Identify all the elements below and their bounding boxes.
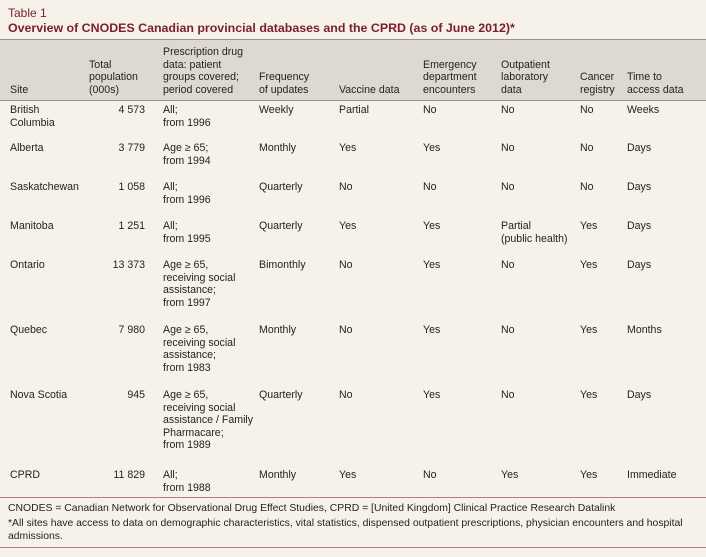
cell-line: Age ≥ 65; bbox=[163, 142, 209, 154]
cell-vaccine bbox=[339, 181, 409, 194]
cell-line: British bbox=[10, 104, 40, 116]
cell-line: CPRD bbox=[10, 469, 41, 481]
cell-line: Partial bbox=[339, 104, 370, 116]
cell-line: Days bbox=[627, 142, 652, 154]
cell-line: Days bbox=[627, 259, 652, 271]
cell-line: No bbox=[501, 389, 515, 401]
cell-line: from 1994 bbox=[163, 154, 211, 167]
cell-population bbox=[89, 389, 145, 402]
cell-line: No bbox=[423, 181, 437, 193]
cell-line: 11 829 bbox=[113, 469, 145, 481]
cell-line: Bimonthly bbox=[259, 259, 306, 271]
cell-lab bbox=[501, 104, 577, 117]
cell-population bbox=[89, 259, 145, 272]
column-header-access bbox=[627, 71, 702, 96]
cell-site bbox=[10, 181, 85, 194]
cell-access bbox=[627, 259, 702, 272]
cell-line: 1 058 bbox=[118, 181, 145, 193]
cell-frequency bbox=[259, 181, 329, 194]
cell-lab bbox=[501, 220, 577, 245]
cell-line: No bbox=[580, 181, 594, 193]
footnote-divider bbox=[0, 497, 706, 498]
cell-site bbox=[10, 142, 85, 155]
cell-line: Yes bbox=[423, 389, 441, 401]
cell-line: Quebec bbox=[10, 324, 48, 336]
cell-line: Partial bbox=[501, 220, 532, 232]
cell-drug bbox=[163, 469, 255, 494]
header-line: groups covered; bbox=[163, 71, 239, 84]
cell-line: Monthly bbox=[259, 324, 297, 336]
cell-drug bbox=[163, 389, 255, 452]
cell-emergency bbox=[423, 259, 493, 272]
cell-lab bbox=[501, 324, 577, 337]
cell-frequency bbox=[259, 259, 329, 272]
cell-cancer bbox=[580, 259, 622, 272]
column-header-lab bbox=[501, 59, 577, 96]
cell-line: 13 373 bbox=[112, 259, 145, 271]
column-header-drug bbox=[163, 46, 255, 96]
cell-cancer bbox=[580, 142, 622, 155]
cell-vaccine bbox=[339, 220, 409, 233]
cell-line: Age ≥ 65, bbox=[163, 324, 209, 336]
cell-site bbox=[10, 389, 85, 402]
cell-line: Columbia bbox=[10, 116, 55, 129]
cell-drug bbox=[163, 220, 255, 245]
cell-frequency bbox=[259, 324, 329, 337]
cell-line: assistance; bbox=[163, 349, 216, 362]
cell-line: Yes bbox=[339, 220, 357, 232]
cell-line: 7 980 bbox=[118, 324, 145, 336]
cell-line: Yes bbox=[580, 259, 598, 271]
cell-line: from 1995 bbox=[163, 232, 211, 245]
cell-line: from 1989 bbox=[163, 439, 211, 452]
cell-frequency bbox=[259, 220, 329, 233]
cell-line: Yes bbox=[580, 220, 598, 232]
cell-access bbox=[627, 469, 702, 482]
cell-line: from 1996 bbox=[163, 193, 211, 206]
cell-line: receiving social bbox=[163, 336, 236, 349]
cell-line: No bbox=[501, 142, 515, 154]
cell-line: Yes bbox=[580, 469, 598, 481]
cell-lab bbox=[501, 181, 577, 194]
cell-line: No bbox=[501, 104, 515, 116]
cell-line: All; bbox=[163, 469, 178, 481]
table-label: Table 1 bbox=[8, 6, 47, 20]
cell-line: Months bbox=[627, 324, 662, 336]
cell-frequency bbox=[259, 104, 329, 117]
cell-line: No bbox=[501, 324, 515, 336]
cell-emergency bbox=[423, 181, 493, 194]
cell-line: 3 779 bbox=[118, 142, 145, 154]
cell-site bbox=[10, 469, 85, 482]
cell-access bbox=[627, 142, 702, 155]
cell-drug bbox=[163, 104, 255, 129]
cell-lab bbox=[501, 389, 577, 402]
cell-population bbox=[89, 181, 145, 194]
cell-vaccine bbox=[339, 469, 409, 482]
cell-line: No bbox=[580, 142, 594, 154]
cell-line: No bbox=[501, 259, 515, 271]
cell-vaccine bbox=[339, 104, 409, 117]
cell-site bbox=[10, 104, 85, 129]
footnote-abbreviations: CNODES = Canadian Network for Observational Drug Effect Studies, CPRD = [United Kingdom] Clinical Practice Research Datalink bbox=[8, 503, 616, 514]
cell-line: from 1997 bbox=[163, 296, 211, 309]
cell-line: All; bbox=[163, 220, 178, 232]
cell-line: Monthly bbox=[259, 469, 297, 481]
cell-line: No bbox=[580, 104, 594, 116]
table-title: Overview of CNODES Canadian provincial databases and the CPRD (as of June 2012)* bbox=[8, 21, 515, 35]
cell-site bbox=[10, 220, 85, 233]
cell-frequency bbox=[259, 469, 329, 482]
cell-line: Alberta bbox=[10, 142, 44, 154]
cell-line: Yes bbox=[339, 142, 357, 154]
cell-line: from 1988 bbox=[163, 481, 211, 494]
cell-site bbox=[10, 259, 85, 272]
header-line: laboratory bbox=[501, 71, 549, 84]
cell-line: Quarterly bbox=[259, 220, 303, 232]
cell-access bbox=[627, 104, 702, 117]
cell-line: Yes bbox=[580, 389, 598, 401]
cell-population bbox=[89, 104, 145, 117]
cell-site bbox=[10, 324, 85, 337]
column-header-cancer bbox=[580, 71, 622, 96]
cell-lab bbox=[501, 259, 577, 272]
cell-line: from 1996 bbox=[163, 116, 211, 129]
cell-access bbox=[627, 181, 702, 194]
cell-drug bbox=[163, 259, 255, 309]
cell-vaccine bbox=[339, 142, 409, 155]
cell-line: Quarterly bbox=[259, 389, 303, 401]
cell-line: Yes bbox=[339, 469, 357, 481]
cell-emergency bbox=[423, 220, 493, 233]
cell-line: All; bbox=[163, 181, 178, 193]
cell-line: Days bbox=[627, 389, 652, 401]
cell-population bbox=[89, 142, 145, 155]
cell-line: Pharmacare; bbox=[163, 426, 224, 439]
header-line: registry bbox=[580, 83, 615, 96]
cell-line: Ontario bbox=[10, 259, 45, 271]
column-header-vaccine bbox=[339, 84, 409, 96]
header-line: encounters bbox=[423, 83, 476, 96]
cell-line: Yes bbox=[580, 324, 598, 336]
cell-line: Quarterly bbox=[259, 181, 303, 193]
cell-access bbox=[627, 220, 702, 233]
cell-line: Weekly bbox=[259, 104, 294, 116]
header-line: Frequency bbox=[259, 71, 310, 84]
cell-cancer bbox=[580, 324, 622, 337]
cell-line: Yes bbox=[501, 469, 519, 481]
header-line: Outpatient bbox=[501, 58, 550, 71]
cell-line: All; bbox=[163, 104, 178, 116]
cell-frequency bbox=[259, 389, 329, 402]
cell-drug bbox=[163, 181, 255, 206]
header-line: Site bbox=[10, 83, 29, 96]
cell-emergency bbox=[423, 469, 493, 482]
header-line: Cancer bbox=[580, 71, 615, 84]
cell-cancer bbox=[580, 181, 622, 194]
cell-lab bbox=[501, 469, 577, 482]
cell-line: receiving social bbox=[163, 401, 236, 414]
cell-drug bbox=[163, 324, 255, 374]
cell-population bbox=[89, 220, 145, 233]
cell-population bbox=[89, 324, 145, 337]
footnote-bottom-rule bbox=[0, 547, 706, 548]
header-line: of updates bbox=[259, 83, 309, 96]
cell-line: No bbox=[501, 181, 515, 193]
cell-line: No bbox=[339, 181, 353, 193]
header-line: data: patient bbox=[163, 58, 222, 71]
cell-line: Weeks bbox=[627, 104, 660, 116]
cell-access bbox=[627, 324, 702, 337]
header-line: Vaccine data bbox=[339, 83, 400, 96]
column-header-emergency bbox=[423, 59, 493, 96]
cell-line: Age ≥ 65, bbox=[163, 259, 209, 271]
column-header-frequency bbox=[259, 71, 329, 96]
cell-lab bbox=[501, 142, 577, 155]
column-header-site bbox=[10, 84, 85, 96]
header-line: data bbox=[501, 83, 522, 96]
cell-line: Days bbox=[627, 220, 652, 232]
cell-line: No bbox=[339, 324, 353, 336]
cell-cancer bbox=[580, 220, 622, 233]
cell-line: 4 573 bbox=[118, 104, 145, 116]
cell-line: No bbox=[423, 104, 437, 116]
cell-line: Monthly bbox=[259, 142, 297, 154]
header-line: Prescription drug bbox=[163, 46, 244, 59]
cell-line: No bbox=[423, 469, 437, 481]
header-line: Total bbox=[89, 58, 112, 71]
cell-line: Yes bbox=[423, 324, 441, 336]
header-line: Emergency bbox=[423, 58, 477, 71]
cell-frequency bbox=[259, 142, 329, 155]
header-line: access data bbox=[627, 83, 684, 96]
cell-emergency bbox=[423, 389, 493, 402]
cell-vaccine bbox=[339, 259, 409, 272]
cell-line: assistance / Family bbox=[163, 414, 254, 427]
footnote-asterisk: *All sites have access to data on demographic characteristics, vital statistics, dispensed outpatient prescriptions, physician encounters and hospital admissions. bbox=[8, 518, 683, 542]
cell-access bbox=[627, 389, 702, 402]
cell-line: from 1983 bbox=[163, 361, 211, 374]
header-line: department bbox=[423, 71, 477, 84]
cell-line: 1 251 bbox=[118, 220, 145, 232]
column-header-population bbox=[89, 59, 149, 96]
cell-cancer bbox=[580, 389, 622, 402]
cell-line: (public health) bbox=[501, 232, 568, 245]
header-line: period covered bbox=[163, 83, 234, 96]
cell-emergency bbox=[423, 142, 493, 155]
cell-line: 945 bbox=[127, 389, 145, 401]
header-line: population bbox=[89, 71, 138, 84]
cell-line: No bbox=[339, 389, 353, 401]
cell-cancer bbox=[580, 469, 622, 482]
cell-line: assistance; bbox=[163, 284, 216, 297]
cell-line: receiving social bbox=[163, 271, 236, 284]
cell-population bbox=[89, 469, 145, 482]
cell-line: Yes bbox=[423, 259, 441, 271]
cell-emergency bbox=[423, 324, 493, 337]
header-line: Time to bbox=[627, 71, 662, 84]
cell-line: No bbox=[339, 259, 353, 271]
cell-vaccine bbox=[339, 389, 409, 402]
cell-cancer bbox=[580, 104, 622, 117]
header-line: (000s) bbox=[89, 83, 120, 96]
cell-line: Yes bbox=[423, 220, 441, 232]
cell-line: Manitoba bbox=[10, 220, 54, 232]
cell-emergency bbox=[423, 104, 493, 117]
cell-line: Yes bbox=[423, 142, 441, 154]
cell-vaccine bbox=[339, 324, 409, 337]
cell-line: Immediate bbox=[627, 469, 677, 481]
cell-line: Age ≥ 65, bbox=[163, 389, 209, 401]
cell-line: Saskatchewan bbox=[10, 181, 79, 193]
cell-line: Days bbox=[627, 181, 652, 193]
cell-drug bbox=[163, 142, 255, 167]
cell-line: Nova Scotia bbox=[10, 389, 68, 401]
